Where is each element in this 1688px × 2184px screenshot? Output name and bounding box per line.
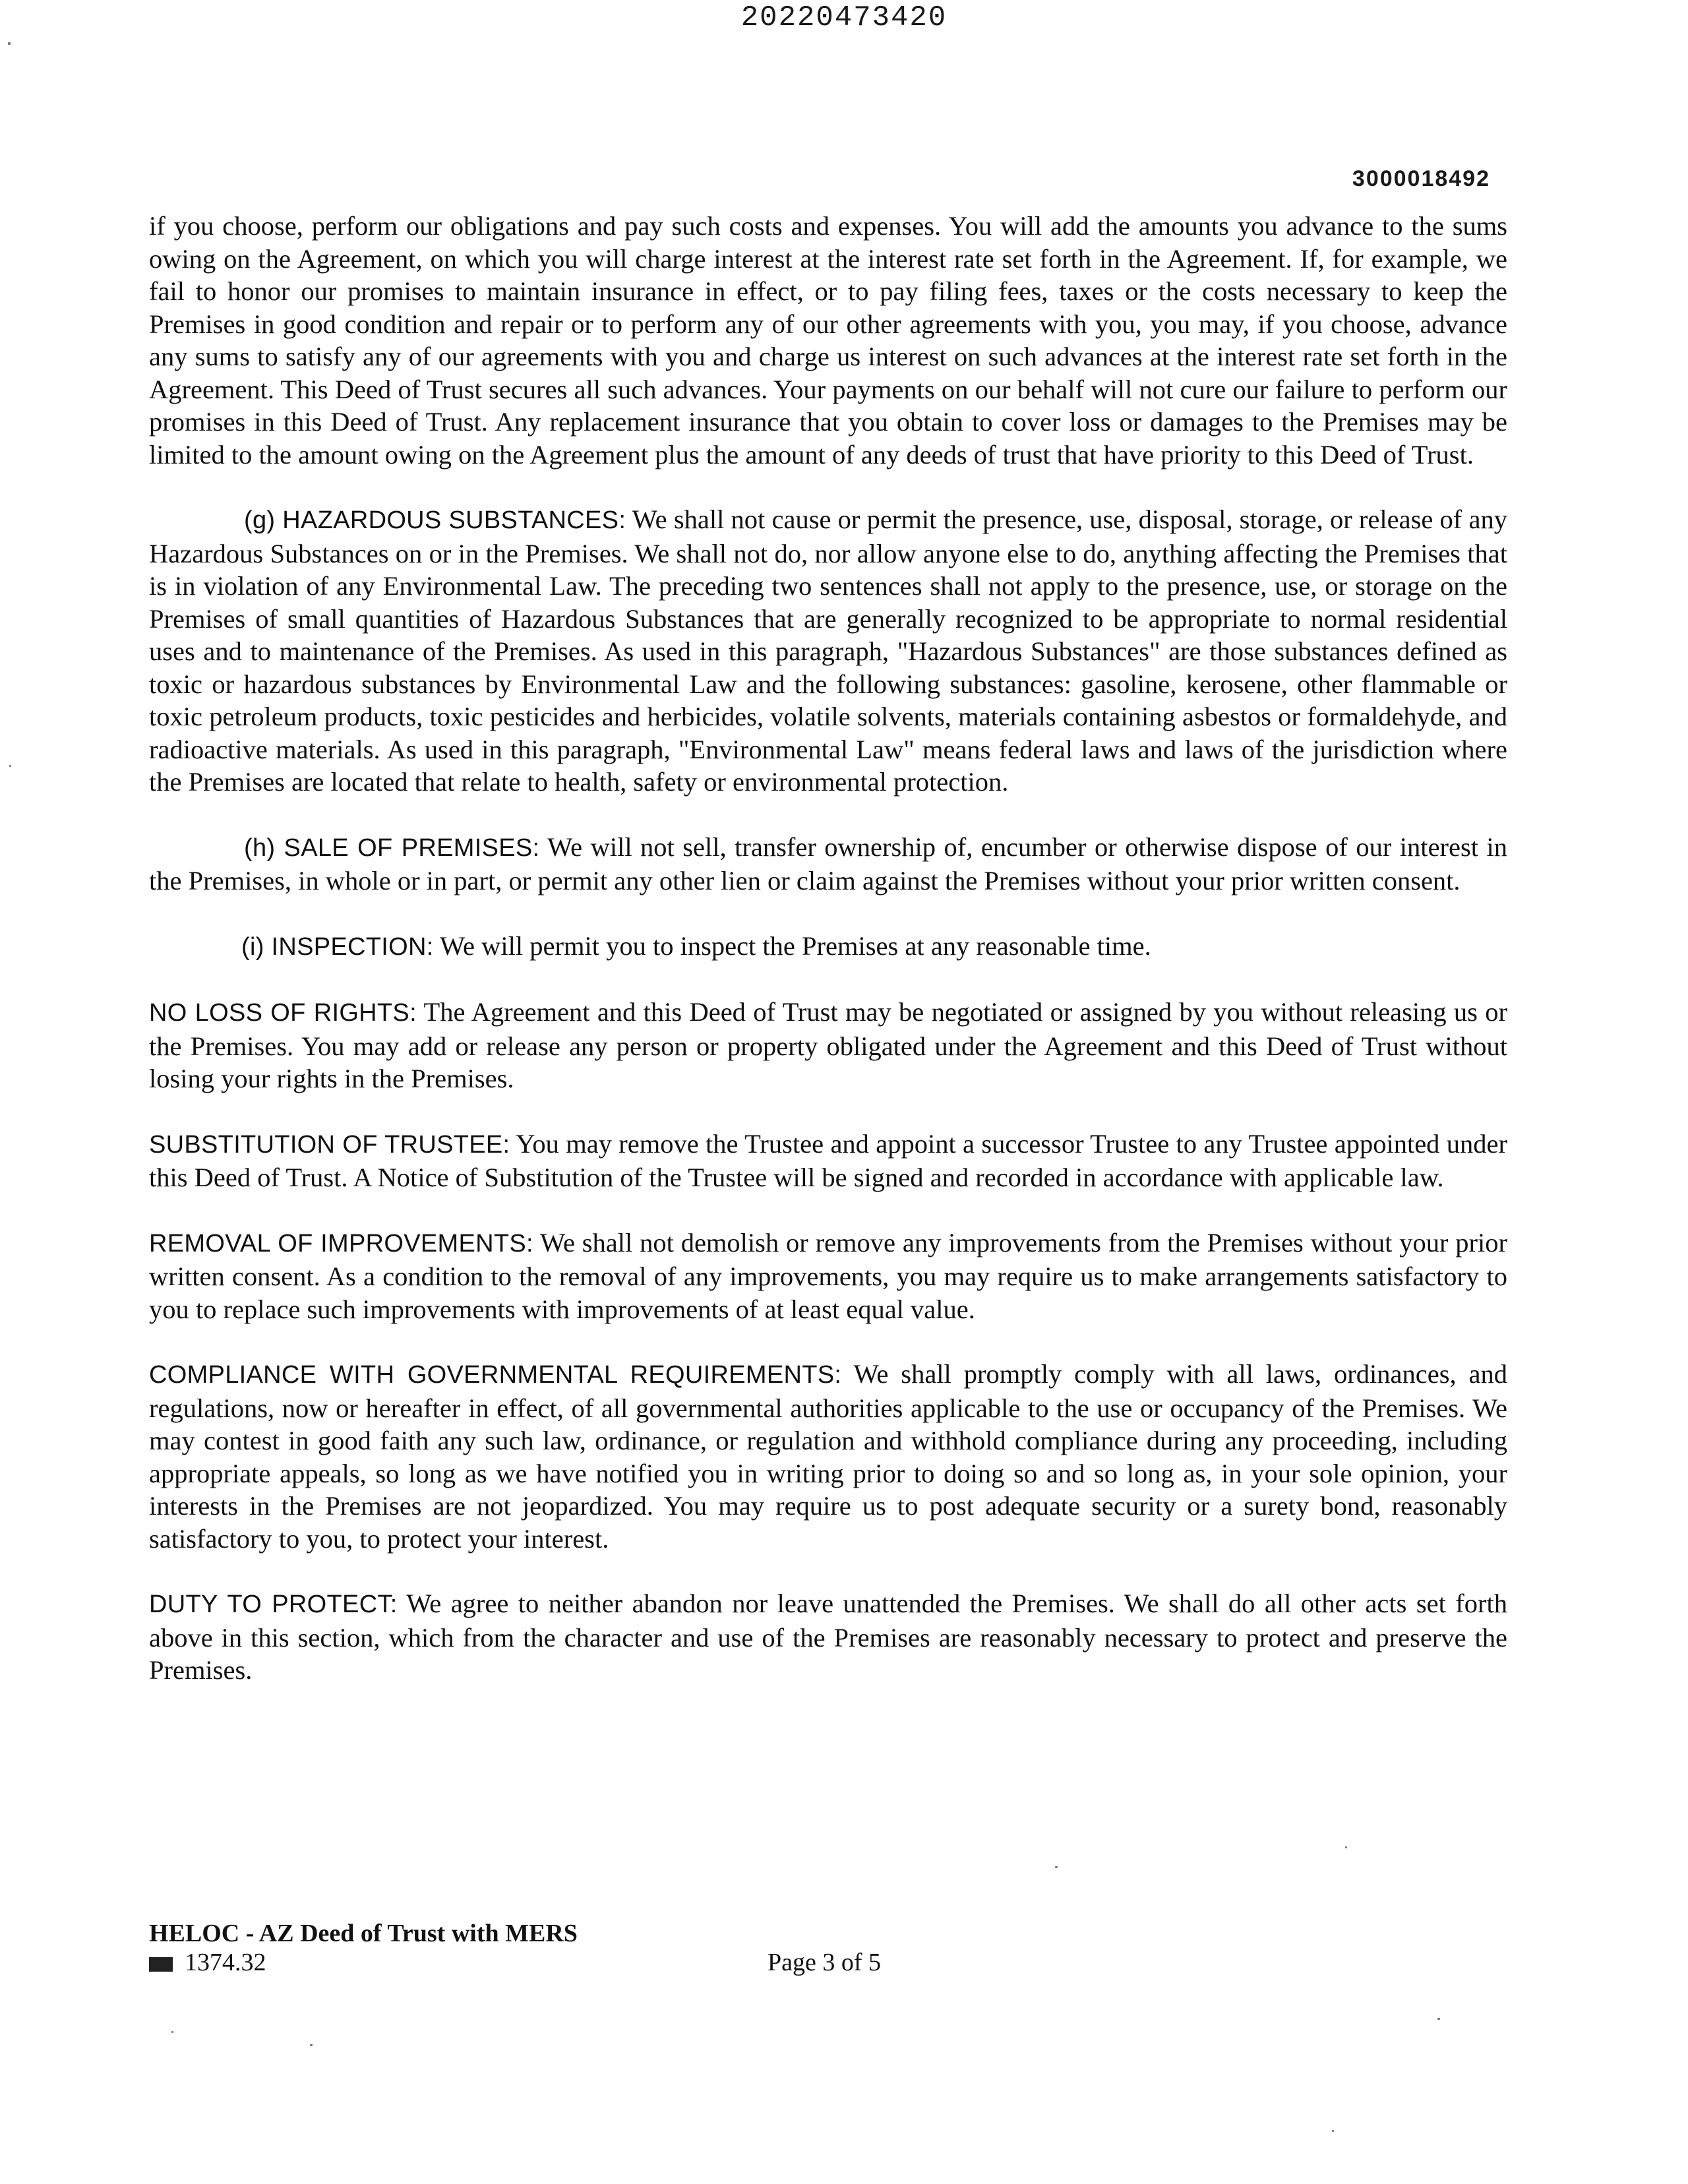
removal-of-improvements-heading: REMOVAL OF IMPROVEMENTS: <box>149 1229 533 1258</box>
document-body <box>149 210 1507 1719</box>
duty-to-protect-heading: DUTY TO PROTECT: <box>149 1591 398 1618</box>
scan-speck <box>171 2031 173 2033</box>
hazardous-substances-paragraph <box>149 503 1507 799</box>
sale-of-premises-paragraph <box>149 831 1507 897</box>
form-number-line <box>149 1948 578 1977</box>
form-mark-icon <box>149 1957 173 1972</box>
inspection-heading: (i) INSPECTION: <box>241 932 434 961</box>
compliance-paragraph <box>149 1358 1507 1555</box>
sale-of-premises-text: We will not sell, transfer ownership of, encumber or otherwise dispose of our interest in the Premises, in whole or in part, or permit any other lien or claim against the Premises without your prior written consent. <box>149 832 1507 895</box>
no-loss-of-rights-text: The Agreement and this Deed of Trust may be negotiated or assigned by you without releasing us or the Premises. You may add or release any person or property obligated under the Agreement and this Deed of Trust without losing your rights in the Premises. <box>149 997 1508 1093</box>
duty-to-protect-paragraph <box>149 1587 1507 1687</box>
intro-paragraph: if you choose, perform our obligations and pay such costs and expenses. You will add the amounts you advance to the sums owing on the Agreement, on which you will charge interest at the interest rate set forth in the Agreement. If, for example, we fail to honor our promises to maintain insurance in effect, or to pay filing fees, taxes or the costs necessary to keep the Premises in good condition and repair or to perform any of our other agreements with you, you may, if you choose, advance any sums to satisfy any of our agreements with you and charge us interest on such advances at the interest rate set forth in the Agreement. This Deed of Trust secures all such advances. Your payments on our behalf will not cure our failure to perform our promises in this Deed of Trust. Any replacement insurance that you obtain to cover loss or damages to the Premises may be limited to the amount owing on the Agreement plus the amount of any deeds of trust that have priority to this Deed of Trust. <box>149 211 1507 470</box>
removal-of-improvements-text: We shall not demolish or remove any improvements from the Premises without your prior written consent. As a condition to the removal of any improvements, you may require us to make arrangements satisfactory to you to replace such improvements with improvements of at least equal value. <box>149 1227 1507 1324</box>
scan-speck <box>1332 2130 1334 2132</box>
hazardous-substances-text: We shall not cause or permit the presence, use, disposal, storage, or release of any Hazardous Substances on or in the Premises. We shall not do, nor allow anyone else to do, anything affecting the Premises that is in violation of any Environmental Law. The preceding two sentences shall not apply to the presence, use, or storage on the Premises of small quantities of Hazardous Substances that are generally recognized to be appropriate to normal residential uses and to maintenance of the Premises. As used in this paragraph, "Hazardous Substances" are those substances defined as toxic or hazardous substances by Environmental Law and the following substances: gasoline, kerosene, other flammable or toxic petroleum products, toxic pesticides and herbicides, volatile solvents, materials containing asbestos or formaldehyde, and radioactive materials. As used in this paragraph, "Environmental Law" means federal laws and laws of the jurisdiction where the Premises are located that relate to health, safety or environmental protection. <box>149 504 1507 797</box>
removal-of-improvements-paragraph <box>149 1227 1507 1326</box>
scan-speck <box>1345 1846 1347 1848</box>
compliance-heading: COMPLIANCE WITH GOVERNMENTAL REQUIREMENTS: <box>149 1361 842 1389</box>
hazardous-substances-heading: (g) HAZARDOUS SUBSTANCES: <box>244 506 626 534</box>
page-number: Page 3 of 5 <box>768 1949 882 1976</box>
scan-speck <box>9 765 11 767</box>
scan-speck <box>1437 2018 1440 2020</box>
no-loss-of-rights-paragraph <box>149 996 1507 1095</box>
scan-speck <box>1055 1866 1058 1868</box>
sale-of-premises-heading: (h) SALE OF PREMISES: <box>244 834 540 862</box>
document-number: 3000018492 <box>1352 166 1490 191</box>
no-loss-of-rights-heading: NO LOSS OF RIGHTS: <box>149 999 417 1027</box>
inspection-text: We will permit you to inspect the Premises at any reasonable time. <box>433 930 1151 961</box>
form-number: 1374.32 <box>185 1949 266 1976</box>
duty-to-protect-text: We agree to neither abandon nor leave unattended the Premises. We shall do all other acts set forth above in this section, which from the character and use of the Premises are reasonably necessary to protect and preserve the Premises. <box>149 1589 1507 1685</box>
substitution-of-trustee-paragraph <box>149 1128 1507 1194</box>
form-footer <box>149 1919 578 1977</box>
recording-number: 20220473420 <box>740 1 948 34</box>
substitution-of-trustee-text: You may remove the Trustee and appoint a successor Trustee to any Trustee appointed under this Deed of Trust. A Notice of Substitution of the Trustee will be signed and recorded in accordance with applicable law. <box>149 1128 1507 1192</box>
scan-speck <box>310 2044 313 2046</box>
substitution-of-trustee-heading: SUBSTITUTION OF TRUSTEE: <box>149 1130 510 1159</box>
inspection-paragraph <box>149 930 1507 964</box>
compliance-text: We shall promptly comply with all laws, ordinances, and regulations, now or hereafter in effect, of all governmental authorities applicable to the use or occupancy of the Premises. We may contest in good faith any such law, ordinance, or regulation and withhold compliance during any proceeding, including appropriate appeals, so long as we have notified you in writing prior to doing so and so long as, in your sole opinion, your interests in the Premises are not jeopardized. You may require us to post adequate security or a surety bond, reasonably satisfactory to you, to protect your interest. <box>149 1359 1507 1554</box>
scan-speck <box>8 42 11 45</box>
form-title: HELOC - AZ Deed of Trust with MERS <box>149 1920 578 1947</box>
